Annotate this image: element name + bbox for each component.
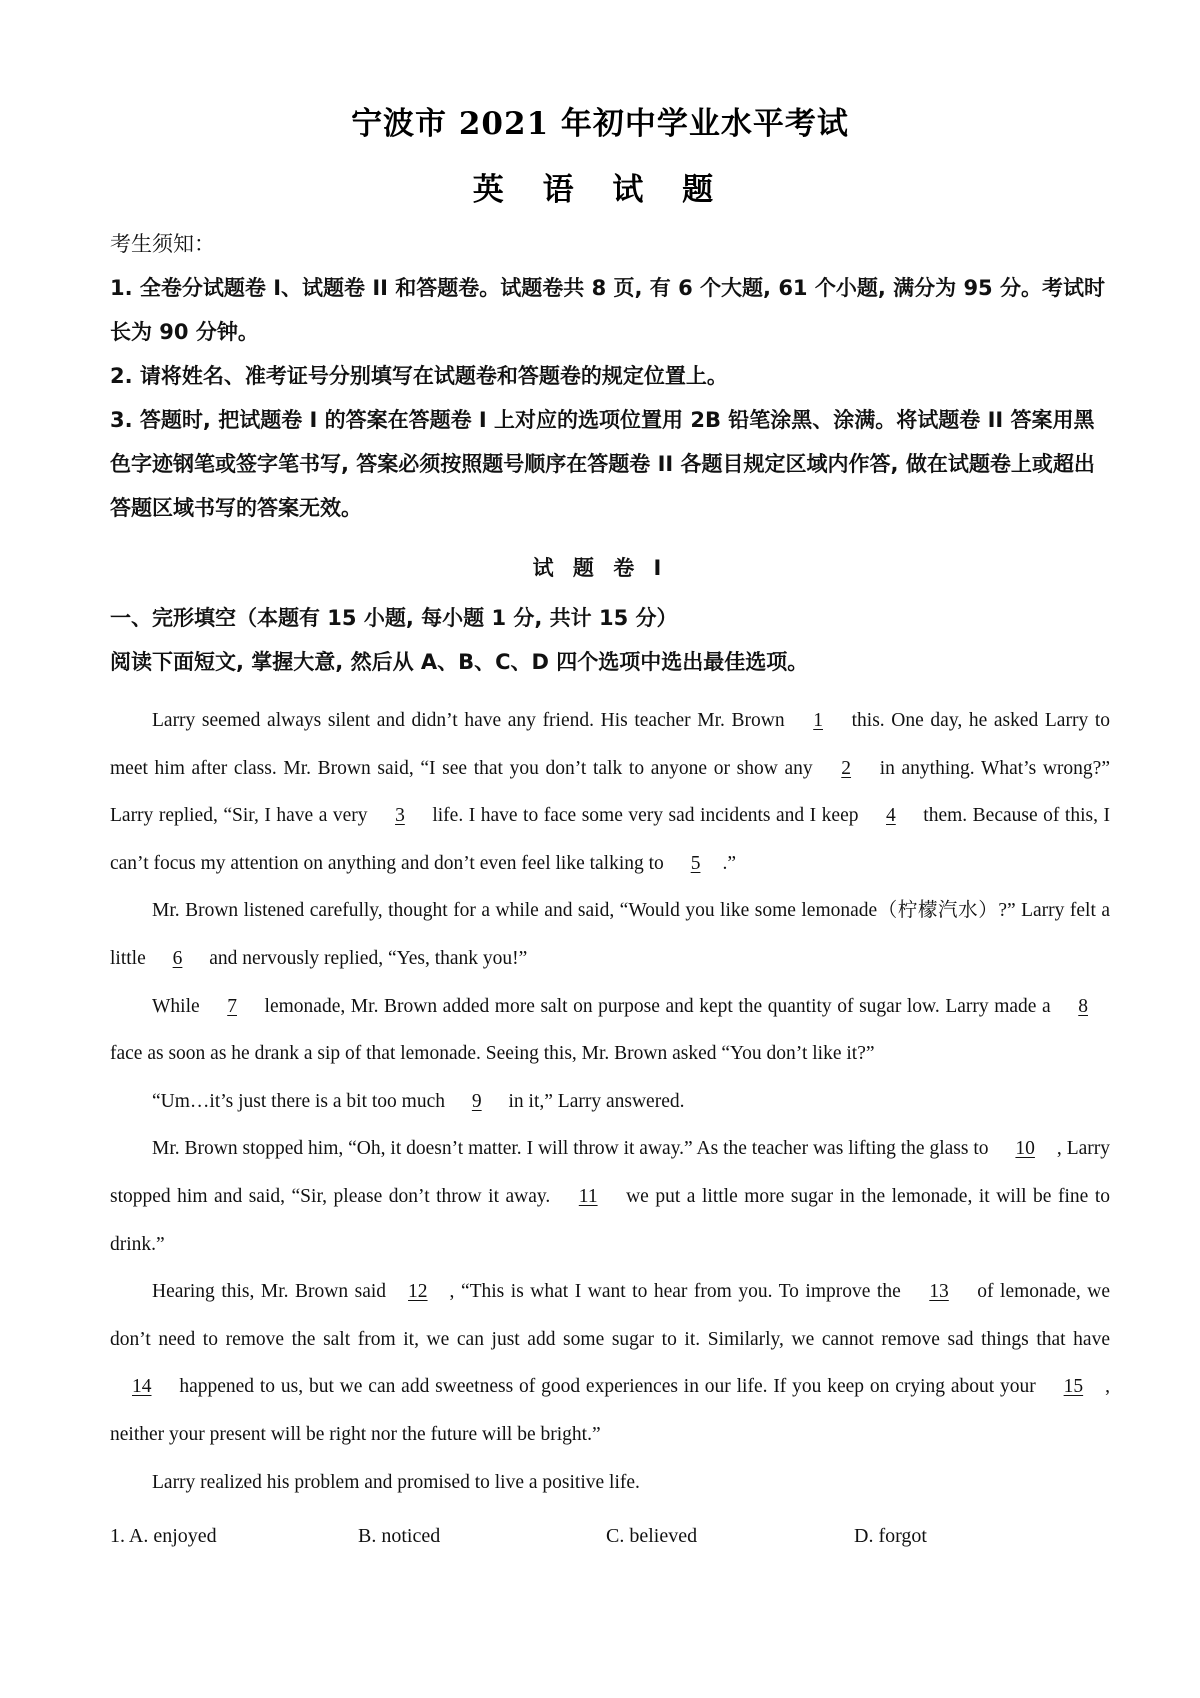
passage-text: , Larry stopped him and said, “Sir, please don’t throw it away. [110, 1138, 1110, 1207]
passage-text: in anything. What’s wrong?” Larry replied, “Sir, I have a very [110, 757, 1110, 827]
passage-text: we put a little more sugar in the lemonade, it will be fine to drink.” [110, 1185, 1110, 1255]
option-b: B. noticed [358, 1525, 441, 1547]
question-1-options [110, 1525, 1110, 1555]
notice-heading: 考生须知： [110, 232, 215, 256]
blank-12: 12 [408, 1281, 428, 1303]
blank-15: 15 [1063, 1376, 1084, 1398]
passage-paragraph [110, 1268, 1110, 1458]
section-title: 试 题 卷 I [532, 556, 668, 580]
passage-paragraph [110, 1078, 1110, 1126]
passage-text: and nervously replied, “Yes, thank you!” [204, 947, 528, 969]
passage-paragraph [110, 697, 1110, 887]
part-heading: 一、完形填空（本题有 15 小题, 每小题 1 分, 共计 15 分） [110, 606, 678, 630]
blank-3: 3 [395, 805, 405, 827]
passage-text: , neither your present will be right nor the future will be bright.” [110, 1376, 1110, 1445]
exam-title: 宁波市 2021 年初中学业水平考试 [351, 106, 849, 142]
passage-text: in it,” Larry answered. [503, 1090, 685, 1112]
passage-text: lemonade, Mr. Brown added more salt on purpose and kept the quantity of sugar low. Larry made a [258, 995, 1057, 1017]
blank-9: 9 [471, 1090, 482, 1112]
passage-paragraph [110, 887, 1110, 982]
option-a: 1. A. enjoyed [110, 1525, 217, 1547]
notice-item-1: 1. 全卷分试题卷 I、试题卷 II 和答题卷。试题卷共 8 页, 有 6 个大题, 61 个小题, 满分为 95 分。考试时长为 90 分钟。 [110, 276, 1105, 344]
blank-1: 1 [813, 710, 823, 731]
passage-paragraph [110, 1125, 1110, 1268]
passage-text: , “This is what I want to hear from you. To improve the [449, 1281, 908, 1303]
exam-subtitle: 英 语 试 题 [472, 172, 728, 208]
passage-text: life. I have to face some very sad incidents and I keep [426, 805, 865, 827]
blank-10: 10 [1015, 1138, 1035, 1160]
option-d: D. forgot [854, 1525, 927, 1547]
blank-6: 6 [172, 947, 183, 969]
passage-text: Mr. Brown listened carefully, thought for a while and said, “Would you like some lemonade（柠檬汽水）?” Larry felt a little [110, 900, 1110, 969]
passage-paragraph [110, 1459, 1110, 1507]
passage-text: Larry seemed always silent and didn’t have any friend. His teacher Mr. Brown [152, 710, 792, 731]
passage-text: them. Because of this, I can’t focus my attention on anything and don’t even feel like talking to [110, 805, 1110, 874]
notice-item-2: 2. 请将姓名、准考证号分别填写在试题卷和答题卷的规定位置上。 [110, 364, 728, 388]
passage-text: Hearing this, Mr. Brown said [152, 1281, 387, 1303]
passage-text: Larry realized his problem and promised to live a positive life. [152, 1471, 640, 1493]
blank-11: 11 [578, 1185, 598, 1207]
blank-7: 7 [227, 995, 237, 1017]
cloze-passage [110, 697, 1110, 1506]
blank-2: 2 [841, 757, 852, 779]
passage-text: happened to us, but we can add sweetness of good experiences in our life. If you keep on crying about your [173, 1376, 1042, 1398]
passage-text: .” [722, 852, 736, 874]
part-instruction: 阅读下面短文, 掌握大意, 然后从 A、B、C、D 四个选项中选出最佳选项。 [110, 650, 809, 674]
blank-4: 4 [886, 805, 896, 827]
blank-14: 14 [132, 1376, 152, 1398]
notice-item-3: 3. 答题时, 把试题卷 I 的答案在答题卷 I 上对应的选项位置用 2B 铅笔涂黑、涂满。将试题卷 II 答案用黑色字迹钢笔或签字笔书写, 答案必须按照题号顺序在答题卷 II 各题目规定区域内作答, 做在试题卷上或超出答题区域书写的答案无效。 [110, 408, 1095, 520]
passage-text: Mr. Brown stopped him, “Oh, it doesn’t matter. I will throw it away.” As the teacher was lifting the glass to [152, 1138, 994, 1160]
blank-5: 5 [690, 852, 701, 874]
passage-text: this. One day, he asked Larry to meet him after class. Mr. Brown said, “I see that you don’t talk to anyone or show any [110, 710, 1110, 779]
blank-13: 13 [929, 1281, 949, 1303]
passage-paragraph [110, 983, 1110, 1078]
passage-text: While [152, 995, 206, 1017]
option-c: C. believed [606, 1525, 698, 1547]
blank-8: 8 [1078, 995, 1088, 1017]
passage-text: of lemonade, we don’t need to remove the salt from it, we can just add some sugar to it. Similarly, we cannot remove sad things that have [110, 1281, 1110, 1350]
passage-text: “Um…it’s just there is a bit too much [152, 1090, 450, 1112]
passage-text: face as soon as he drank a sip of that lemonade. Seeing this, Mr. Brown asked “You don’t like it?” [110, 1043, 875, 1065]
